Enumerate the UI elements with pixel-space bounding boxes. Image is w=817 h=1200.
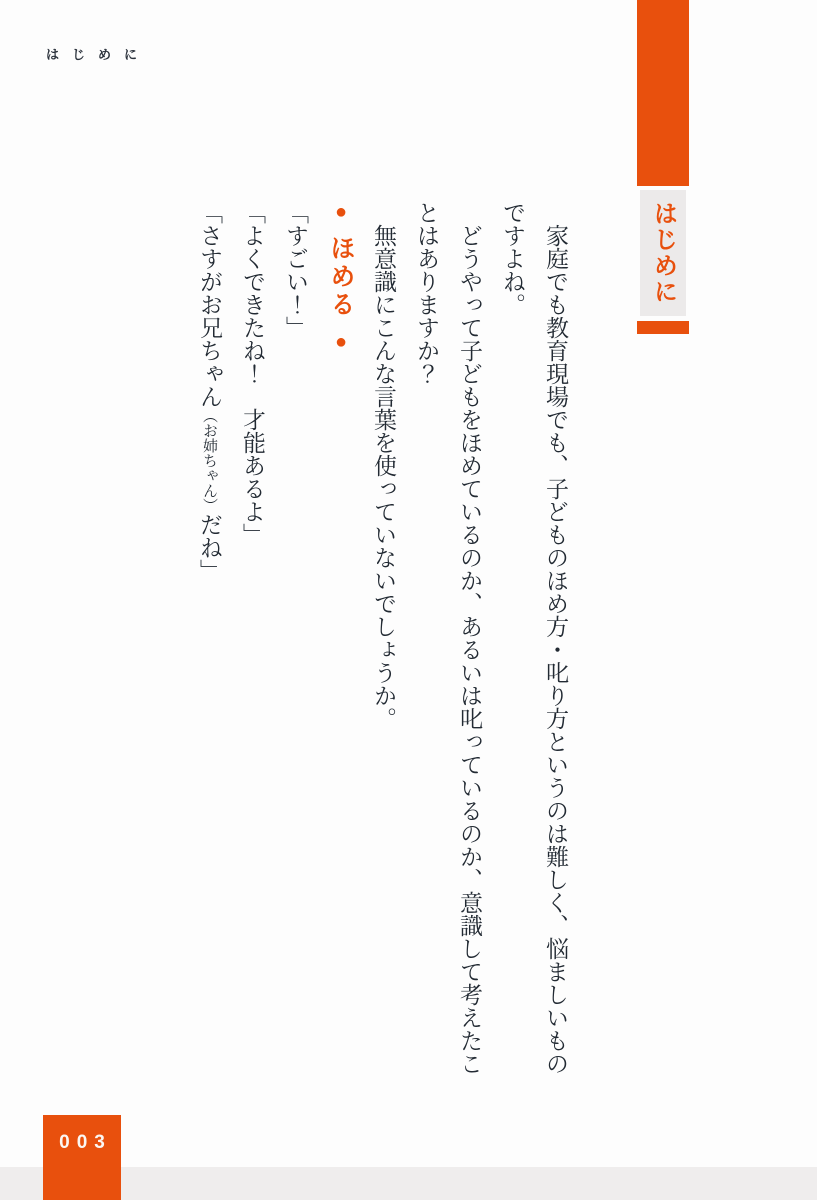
bottom-gray-band bbox=[0, 1167, 817, 1200]
chapter-tab-label: はじめに bbox=[649, 201, 677, 305]
quote-line-3 bbox=[187, 201, 231, 1077]
chapter-tab-label-box bbox=[640, 190, 686, 316]
page-number-block bbox=[43, 1115, 121, 1200]
homeru-label bbox=[319, 201, 362, 1077]
chapter-tab-bottom-bar bbox=[637, 321, 689, 334]
quote-line-1: 「すごい！」 bbox=[283, 201, 308, 339]
homeru-label-text: ほめる bbox=[327, 235, 355, 319]
chapter-tab-top-block bbox=[637, 0, 689, 186]
quote-text: だね」 bbox=[197, 513, 222, 582]
running-header: はじめに bbox=[46, 47, 151, 62]
bullet-dot-icon: ● bbox=[330, 201, 352, 223]
quote-small-paren-text: （お姉ちゃん） bbox=[201, 408, 217, 513]
bullet-dot-icon: ● bbox=[330, 331, 352, 353]
paragraph-3: 無意識にこんな言葉を使っていないでしょうか。 bbox=[371, 224, 396, 730]
chapter-tab bbox=[637, 0, 689, 334]
quote-line-2: 「よくできたね！ 才能あるよ」 bbox=[240, 201, 265, 546]
paragraph-2: どうやって子どもをほめているのか、あるいは叱っているのか、意識して考えたことはありますか？ bbox=[414, 201, 482, 1075]
main-text-block bbox=[107, 201, 577, 1077]
paragraph-1: 家庭でも教育現場でも、子どものほめ方・叱り方というのは難しく、悩ましいものですよね。 bbox=[500, 201, 568, 1075]
page-number: 003 bbox=[59, 1132, 112, 1153]
quote-text: 「さすがお兄ちゃん bbox=[197, 201, 222, 408]
